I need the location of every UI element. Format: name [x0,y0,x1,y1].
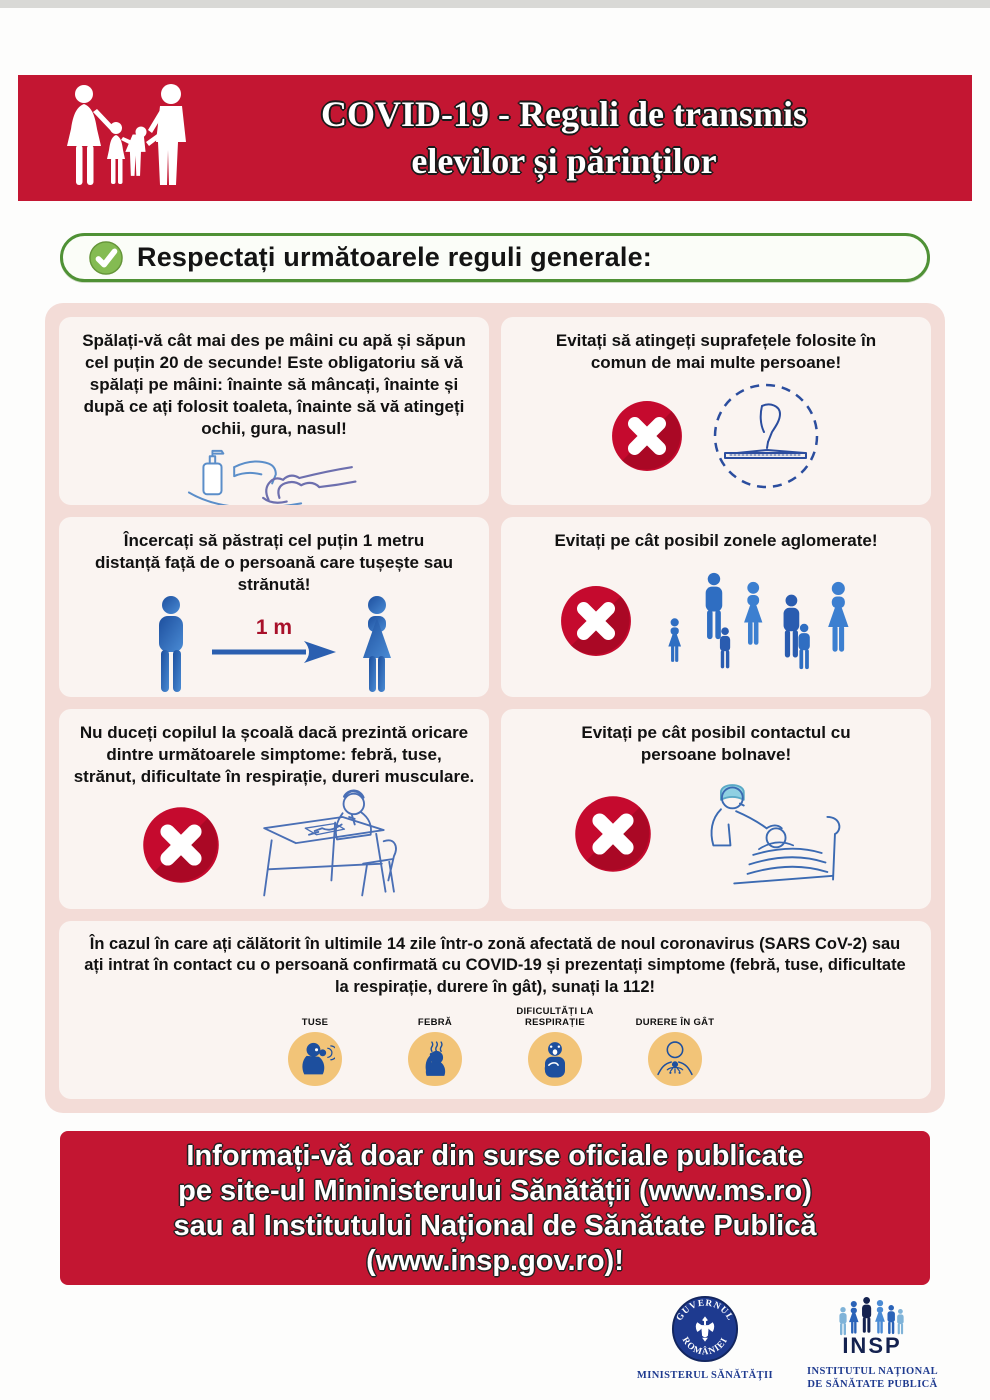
insp-label-line-1: INSTITUTUL NAȚIONAL [806,1366,938,1377]
rule-text-avoid-crowds: Evitați pe cât posibil zonele aglomerate! [554,531,878,550]
logos-row [0,1295,990,1391]
insp-acronym-text: INSP [842,1333,903,1358]
symptom-breathing-difficulty [504,1006,606,1086]
x-circle-icon [610,399,684,473]
crowd-icon [659,571,874,671]
gov-seal-top-text: GUVERNUL [673,1297,737,1323]
caring-for-sick-person-icon [675,777,860,891]
person-icon [150,596,192,692]
rule-text-avoid-sick-contact: Evitați pe cât posibil contactul cu persoane bolnave! [581,723,851,765]
rule-card-wash-hands [59,317,489,505]
rule-card-avoid-surfaces [501,317,931,505]
footer-line-3: sau al Institutului Național de Sănătate Publică [173,1210,817,1242]
symptom-sore-throat-label: DURERE ÎN GÂT [635,1017,715,1029]
symptom-breathing-label: DIFICULTĂȚI LA RESPIRAȚIE [516,1006,594,1029]
distance-label: 1 m [255,616,293,640]
footer-line-4: (www.insp.gov.ro)! [366,1245,624,1277]
x-circle-icon [573,794,653,874]
rule-card-no-school-if-symptoms [59,709,489,909]
rule-card-keep-distance [59,517,489,697]
title-line-2: elevilor și părinților [411,141,717,181]
gov-seal-bottom-text: ROMÂNIEI [680,1335,730,1357]
rule-text-no-school: Nu duceți copilul la școală dacă prezintă oricare dintre următoarele simptome: febră, tuse, strănut, dificultate în respirație, dureri musculare. [73,723,475,787]
rule-text-wash-hands: Spălați-vă cât mai des pe mâini cu apă și săpun cel puțin 20 de secunde! Este obligatoriu să vă spălați pe mâini: înainte să mâncați, înainte și după ce ați folosit toaleta, înainte să vă atingeți ochii, gura, nasul! [82,331,466,439]
arrow-right-icon [210,638,338,664]
rules-grid [59,317,931,1099]
ministry-of-health-label: MINISTERUL SĂNĂTĂȚII [636,1370,773,1381]
family-silhouette-icon [56,82,226,194]
rule-text-avoid-surfaces: Evitați să atingeți suprafețele folosite în comun de mai multe persoane! [555,331,877,373]
symptom-sore-throat [624,1006,726,1086]
symptom-fever [384,1006,486,1086]
travel-warning-text: În cazul în care ați călătorit în ultimile 14 zile într-o zonă afectată de noul coronavirus (SARS CoV-2) sau ați intrat în contact cu o persoană confirmată cu COVID-19 și prezentați simptome (febră, tuse, dificultate la respirație, durere în gât), sunați la 112! [84,935,906,996]
header-banner [18,75,972,201]
rule-text-keep-distance: Încercați să păstrați cel puțin 1 metru distanță față de o persoană care tușește sau strănută! [94,531,454,595]
insp-logo-icon [829,1295,915,1359]
symptom-fever-label: FEBRĂ [417,1017,453,1029]
official-sources-banner [60,1131,930,1285]
scan-artifact-strip [0,0,990,8]
insp-label [807,1365,938,1391]
footer-line-1: Informați-vă doar din surse oficiale publicate [186,1140,804,1172]
x-circle-icon [141,805,221,885]
x-circle-icon [559,584,633,658]
touch-surface-icon [710,380,822,492]
rules-panel [45,303,945,1113]
fever-icon [408,1032,462,1086]
romanian-government-seal-icon [671,1295,739,1363]
check-icon [89,241,123,275]
rule-card-travel-warning [59,921,931,1099]
symptoms-row [264,1006,726,1086]
cough-icon [288,1032,342,1086]
general-rules-heading: Respectați următoarele reguli generale: [137,242,652,272]
insp-logo-block [807,1295,938,1391]
person-icon [356,596,398,692]
hand-washing-icon [169,440,379,505]
rule-card-avoid-sick-contact [501,709,931,909]
symptom-cough [264,1006,366,1086]
symptom-cough-label: TUSE [301,1017,329,1029]
child-at-desk-icon [239,789,407,901]
sore-throat-icon [648,1032,702,1086]
government-logo-block [637,1295,773,1382]
insp-label-line-2: DE SĂNĂTATE PUBLICĂ [807,1379,938,1390]
breathing-difficulty-icon [528,1032,582,1086]
rule-card-avoid-crowds [501,517,931,697]
poster-title [226,91,972,185]
title-line-1: COVID-19 - Reguli de transmis [321,94,807,134]
general-rules-banner [60,233,930,282]
footer-line-2: pe site-ul Mininisterului Sănătății (www.ms.ro) [178,1175,812,1207]
